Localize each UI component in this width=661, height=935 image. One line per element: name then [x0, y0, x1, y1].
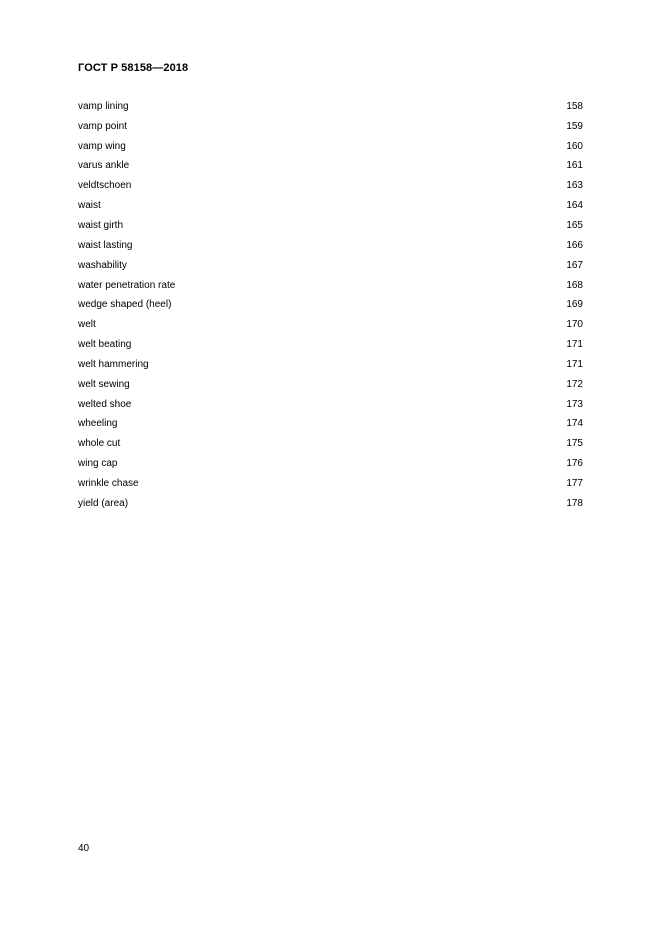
index-page-ref: 165 [566, 219, 583, 231]
index-page-ref: 175 [566, 438, 583, 450]
index-term: waist [78, 200, 101, 212]
index-page-ref: 173 [566, 398, 583, 410]
index-page-ref: 178 [566, 497, 583, 509]
index-page-ref: 158 [566, 100, 583, 112]
index-term: welt beating [78, 339, 132, 351]
index-page-ref: 163 [566, 180, 583, 192]
document-title: ГОСТ Р 58158—2018 [78, 62, 189, 74]
index-entry [78, 494, 583, 514]
page-number: 40 [78, 843, 90, 854]
index-entry [78, 157, 583, 177]
index-term: waist lasting [78, 239, 133, 251]
index-term: wheeling [78, 418, 118, 430]
index-entry [78, 375, 583, 395]
index-entry [78, 256, 583, 276]
index-term: vamp lining [78, 100, 129, 112]
index-term: wing cap [78, 458, 118, 470]
index-page-ref: 177 [566, 477, 583, 489]
index-term: welt [78, 319, 96, 331]
index-term: whole cut [78, 438, 121, 450]
index-entry [78, 454, 583, 474]
index-page-ref: 159 [566, 120, 583, 132]
index-entry [78, 196, 583, 216]
term-index-list [78, 97, 583, 514]
index-term: waist girth [78, 219, 124, 231]
index-entry [78, 434, 583, 454]
index-term: welt hammering [78, 358, 149, 370]
index-term: washability [78, 259, 127, 271]
index-term: wedge shaped (heel) [78, 299, 172, 311]
index-term: vamp point [78, 120, 127, 132]
index-page-ref: 174 [566, 418, 583, 430]
index-page-ref: 172 [566, 378, 583, 390]
index-term: water penetration rate [78, 279, 176, 291]
index-entry [78, 137, 583, 157]
index-entry [78, 315, 583, 335]
index-page-ref: 166 [566, 239, 583, 251]
index-term: wrinkle chase [78, 477, 139, 489]
index-page-ref: 167 [566, 259, 583, 271]
index-term: veldtschoen [78, 180, 132, 192]
index-entry [78, 474, 583, 494]
index-page-ref: 160 [566, 140, 583, 152]
index-term: welt sewing [78, 378, 130, 390]
index-entry [78, 236, 583, 256]
index-entry [78, 97, 583, 117]
index-term: vamp wing [78, 140, 126, 152]
index-page-ref: 176 [566, 458, 583, 470]
index-entry [78, 176, 583, 196]
index-term: varus ankle [78, 160, 130, 172]
index-entry [78, 355, 583, 375]
index-entry [78, 335, 583, 355]
index-entry [78, 415, 583, 435]
index-term: welted shoe [78, 398, 132, 410]
index-page-ref: 168 [566, 279, 583, 291]
index-page-ref: 161 [566, 160, 583, 172]
index-term: yield (area) [78, 497, 129, 509]
index-page-ref: 171 [566, 358, 583, 370]
index-entry [78, 295, 583, 315]
index-entry [78, 395, 583, 415]
index-page-ref: 170 [566, 319, 583, 331]
index-entry [78, 216, 583, 236]
index-entry [78, 276, 583, 296]
index-page-ref: 164 [566, 200, 583, 212]
index-page-ref: 169 [566, 299, 583, 311]
index-entry [78, 117, 583, 137]
index-page-ref: 171 [566, 339, 583, 351]
